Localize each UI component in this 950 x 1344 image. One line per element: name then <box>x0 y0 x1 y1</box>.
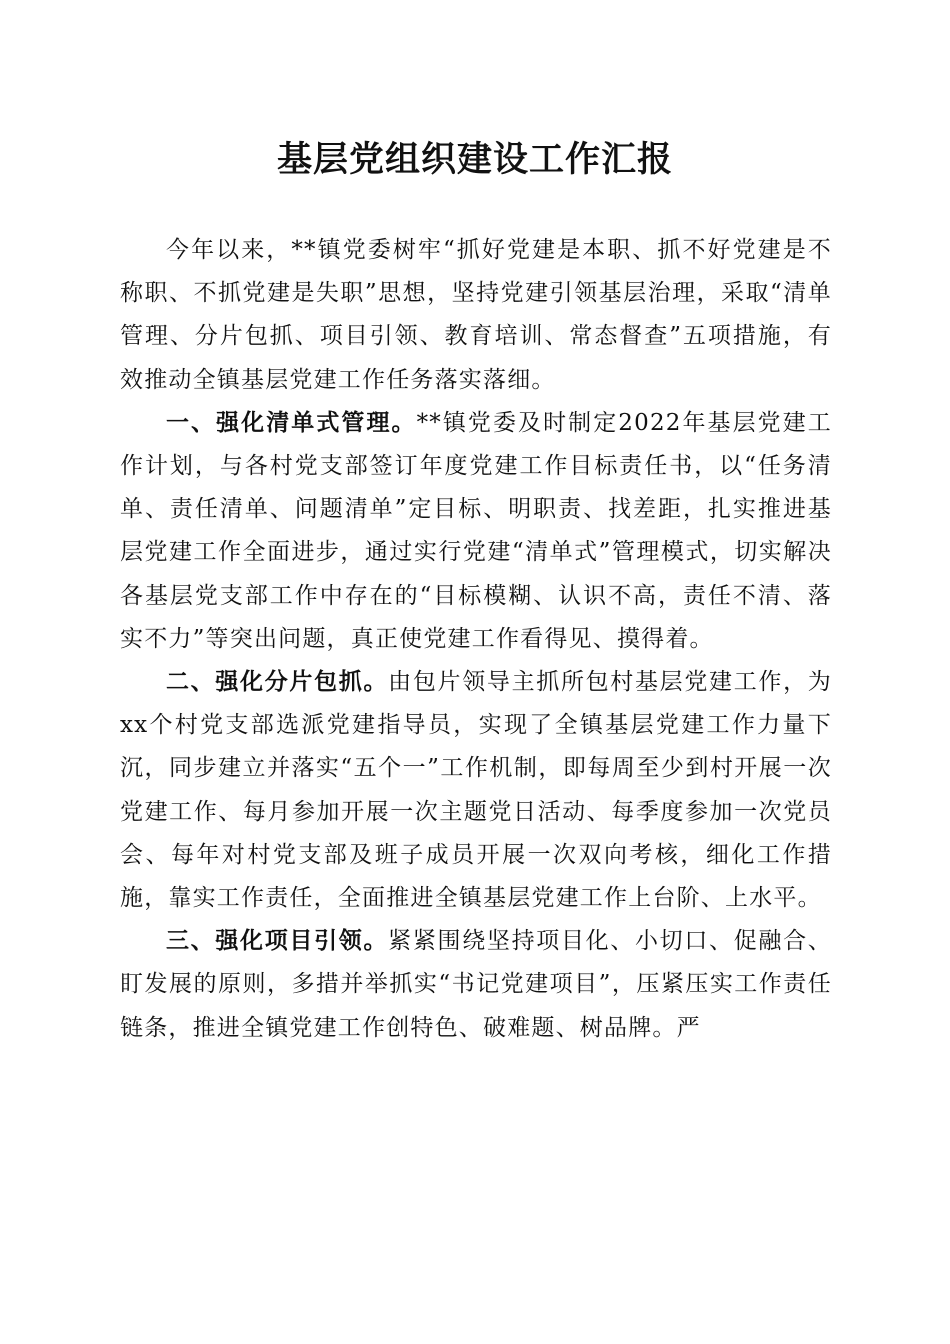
intro-paragraph <box>120 229 832 402</box>
document-title: 基层党组织建设工作汇报 <box>276 139 673 180</box>
intro-text: 今年以来，**镇党委树牢“抓好党建是本职、抓不好党建是不称职、不抓党建是失职”思想，坚持党建引领基层治理，采取“清单管理、分片包抓、项目引领、教育培训、常态督查”五项措施，有效推动全镇基层党建工作任务落实落细。 <box>120 237 832 393</box>
section-1-heading: 一、强化清单式管理。 <box>166 409 417 436</box>
section-2-paragraph <box>120 661 832 920</box>
section-2-heading: 二、强化分片包抓。 <box>166 669 389 696</box>
section-3-text: 紧紧围绕坚持项目化、小切口、促融合、盯发展的原则，多措并举抓实“书记党建项目”，压紧压实工作责任链条，推进全镇党建工作创特色、破难题、树品牌。严 <box>120 928 832 1041</box>
section-3-heading: 三、强化项目引领。 <box>166 928 389 955</box>
section-1-text: **镇党委及时制定2022年基层党建工作计划，与各村党支部签订年度党建工作目标责任书，以“任务清单、责任清单、问题清单”定目标、明职责、找差距，扎实推进基层党建工作全面进步，通过实行党建“清单式”管理模式，切实解决各基层党支部工作中存在的“目标模糊、认识不高，责任不清、落实不力”等突出问题，真正使党建工作看得见、摸得着。 <box>120 409 832 652</box>
section-3-paragraph <box>120 920 832 1050</box>
document-body <box>120 229 832 1050</box>
section-1-paragraph <box>120 402 832 661</box>
section-2-text: 由包片领导主抓所包村基层党建工作，为xx个村党支部选派党建指导员，实现了全镇基层党建工作力量下沉，同步建立并落实“五个一”工作机制，即每周至少到村开展一次党建工作、每月参加开展一次主题党日活动、每季度参加一次党员会、每年对村党支部及班子成员开展一次双向考核，细化工作措施，靠实工作责任，全面推进全镇基层党建工作上台阶、上水平。 <box>120 669 832 912</box>
